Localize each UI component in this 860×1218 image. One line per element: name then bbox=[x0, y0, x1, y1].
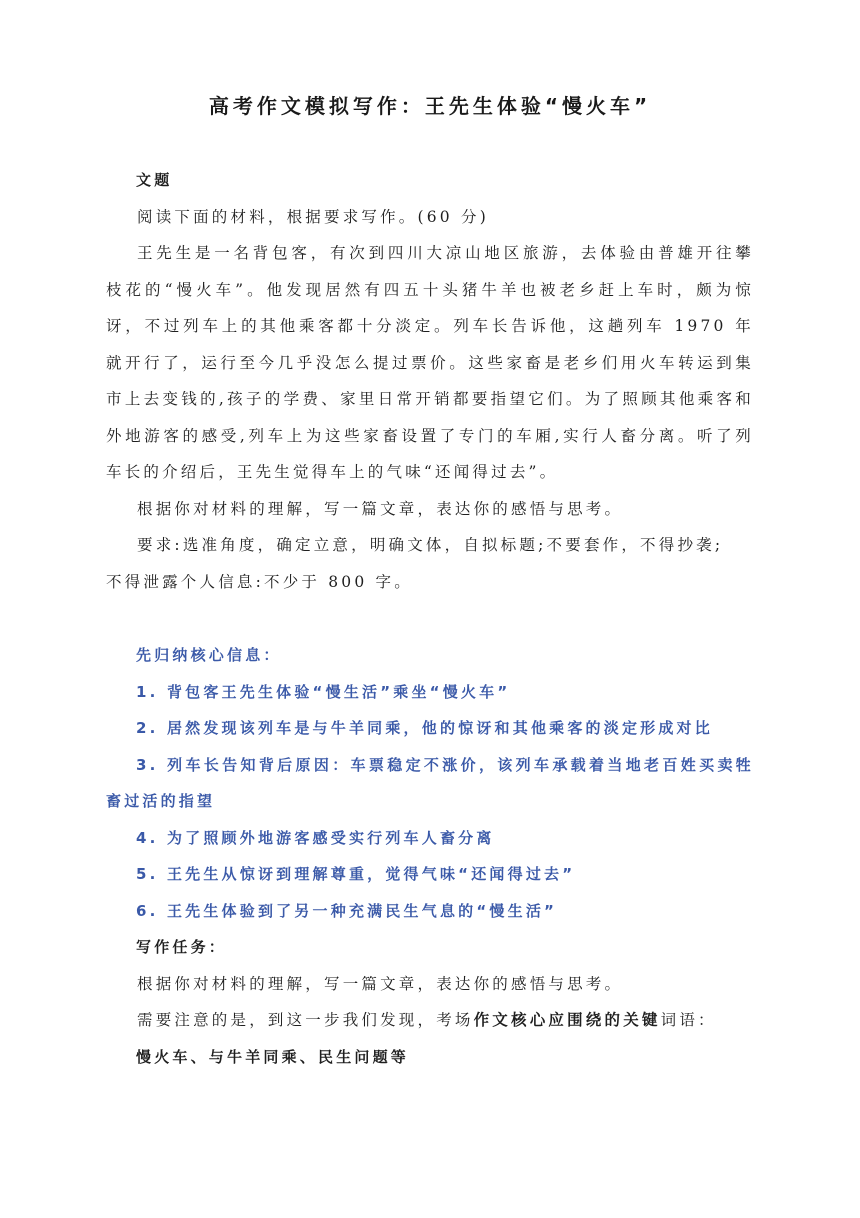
requirements-line-1: 要求:选准角度，确定立意，明确文体，自拟标题;不要套作，不得抄袭; bbox=[137, 536, 724, 554]
document-title: 高考作文模拟写作：王先生体验“慢火车” bbox=[208, 94, 652, 118]
writing-task-restate: 根据你对材料的理解，写一篇文章，表达你的感悟与思考。 bbox=[137, 974, 624, 993]
keywords-line: 慢火车、与牛羊同乘、民生问题等 bbox=[136, 1047, 410, 1066]
document-body bbox=[106, 162, 754, 1075]
note-suffix: 词语： bbox=[660, 1011, 717, 1029]
core-info-heading: 先归纳核心信息： bbox=[136, 646, 282, 664]
task-paragraph: 根据你对材料的理解，写一篇文章，表达你的感悟与思考。 bbox=[137, 499, 624, 518]
core-info-item: 4. 为了照顾外地游客感受实行列车人畜分离 bbox=[136, 828, 495, 847]
core-info-item: 6. 王先生体验到了另一种充满民生气息的“慢生活” bbox=[136, 901, 558, 920]
note-prefix: 需要注意的是，到这一步我们发现，考场 bbox=[137, 1011, 474, 1029]
writing-task-heading: 写作任务： bbox=[136, 938, 228, 956]
core-info-item: 1. 背包客王先生体验“慢生活”乘坐“慢火车” bbox=[136, 682, 511, 701]
material-paragraph: 王先生是一名背包客，有次到四川大凉山地区旅游，去体验由普雄开往攀枝花的“慢火车”。他发现居然有四五十头猪牛羊也被老乡赶上车时，颇为惊讶，不过列车上的其他乘客都十分淡定。列车长告诉他，这趟列车 1970 年就开行了，运行至今几乎没怎么提过票价。这些家畜是老乡们用火车转运到集市上去变钱的,孩子的学费、家里日常开销都要指望它们。为了照顾其他乘客和外地游客的感受,列车上为这些家畜设置了专门的车厢,实行人畜分离。听了列车长的介绍后，王先生觉得车上的气味“还闻得过去”。 bbox=[106, 244, 754, 481]
requirements-line-2: 不得泄露个人信息:不少于 800 字。 bbox=[106, 572, 413, 591]
core-info-item: 3. 列车长告知背后原因：车票稳定不涨价，该列车承载着当地老百姓买卖牲畜过活的指望 bbox=[106, 755, 754, 810]
note-emphasis: 作文核心应围绕的关键 bbox=[473, 1011, 661, 1029]
spacer bbox=[106, 600, 754, 637]
core-info-item: 5. 王先生从惊讶到理解尊重，觉得气味“还闻得过去” bbox=[136, 865, 576, 883]
section-label: 文题 bbox=[136, 171, 173, 189]
prompt-intro: 阅读下面的材料，根据要求写作。(60 分) bbox=[137, 207, 489, 226]
core-info-item: 2. 居然发现该列车是与牛羊同乘，他的惊讶和其他乘客的淡定形成对比 bbox=[136, 719, 713, 737]
writing-task-note bbox=[106, 1002, 754, 1039]
